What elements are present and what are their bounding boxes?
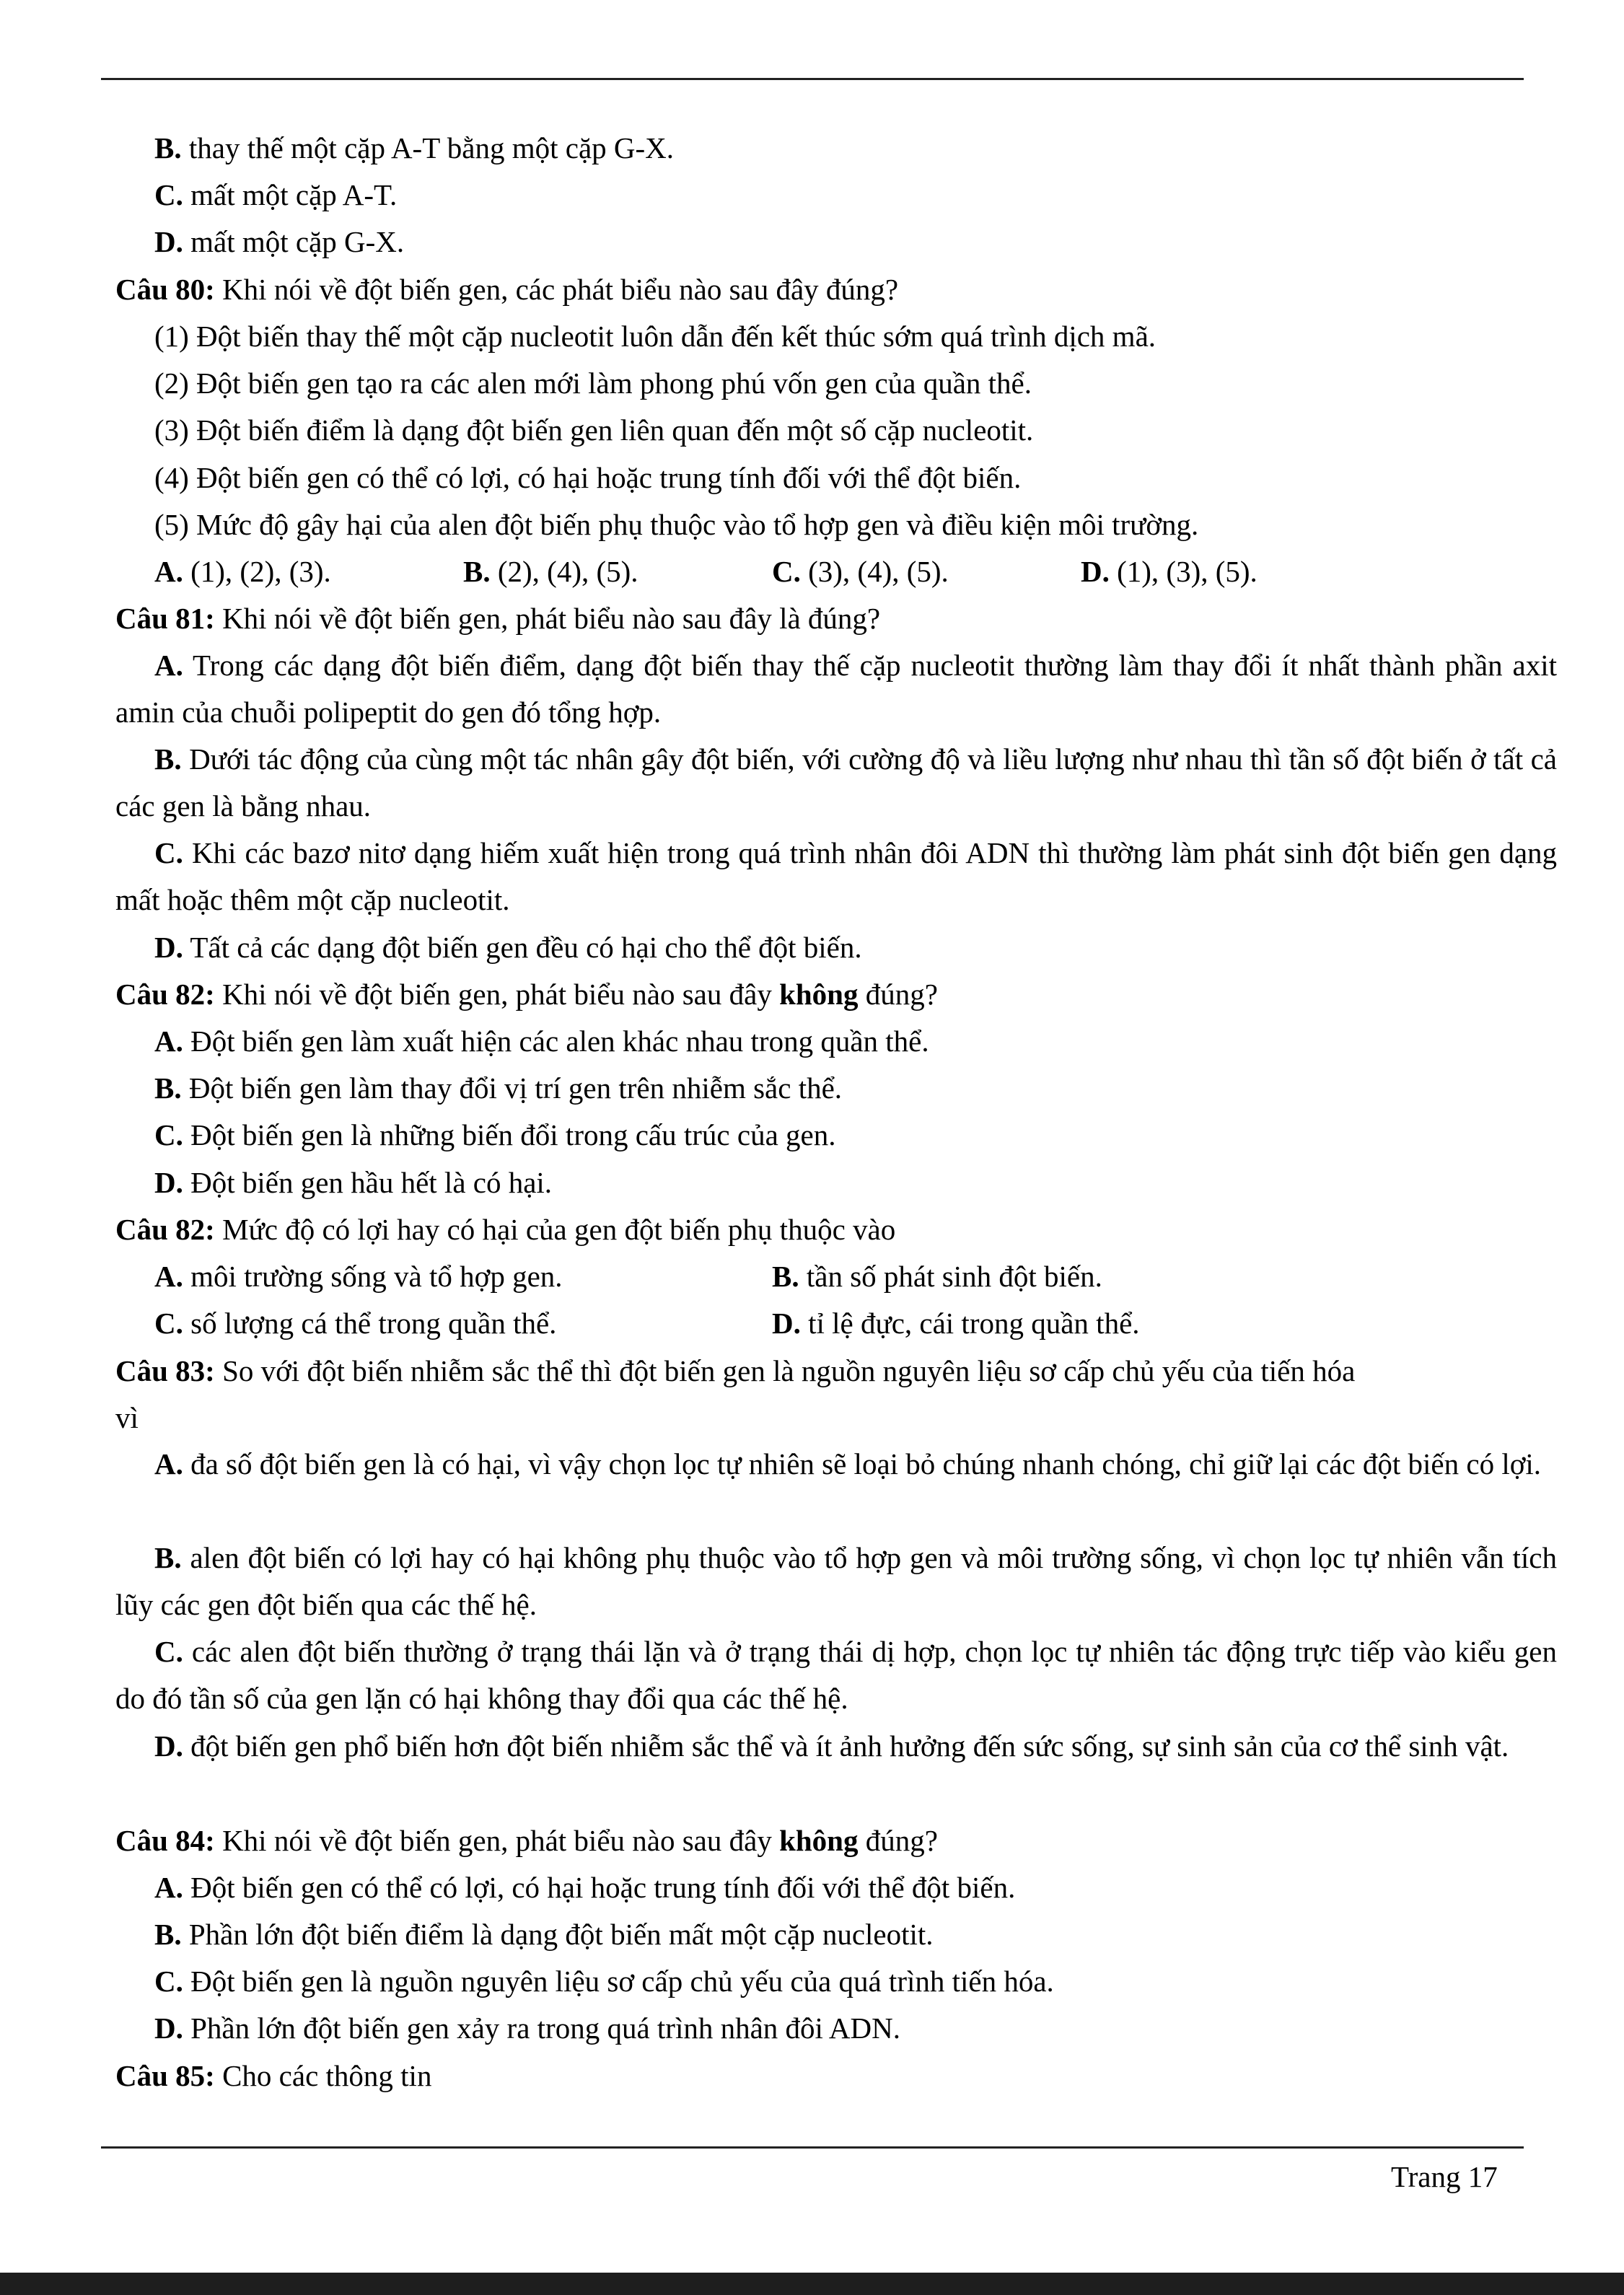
q80-option-b: B. (2), (4), (5). (463, 555, 638, 588)
q80-statement-4: (4) Đột biến gen có thể có lợi, có hại hoặc trung tính đối với thể đột biến. (154, 461, 1022, 494)
question-80: Câu 80: Khi nói về đột biến gen, các phát biểu nào sau đây đúng? (115, 273, 899, 306)
bottom-edge-band (0, 2273, 1624, 2295)
question-82-b: Câu 82: Mức độ có lợi hay có hại của gen đột biến phụ thuộc vào (115, 1213, 896, 1246)
footer-rule (101, 2146, 1524, 2149)
q80-option-a: A. (1), (2), (3). (154, 555, 331, 588)
prev-option-d: D. mất một cặp G-X. (154, 225, 405, 258)
q84-option-a: A. Đột biến gen có thể có lợi, có hại hoặc trung tính đối với thể đột biến. (154, 1871, 1016, 1904)
q82a-option-d: D. Đột biến gen hầu hết là có hại. (154, 1166, 553, 1199)
q80-statement-3: (3) Đột biến điểm là dạng đột biến gen liên quan đến một số cặp nucleotit. (154, 413, 1034, 447)
q80-statement-2: (2) Đột biến gen tạo ra các alen mới làm phong phú vốn gen của quần thể. (154, 367, 1032, 400)
page-number: Trang 17 (1391, 2160, 1498, 2193)
q83-option-d: D. đột biến gen phổ biến hơn đột biến nhiễm sắc thể và ít ảnh hưởng đến sức sống, sự sinh sản của cơ thể sinh vật. (154, 1729, 1509, 1763)
q84-option-b: B. Phần lớn đột biến điểm là dạng đột biến mất một cặp nucleotit. (154, 1918, 934, 1951)
question-84: Câu 84: Khi nói về đột biến gen, phát biểu nào sau đây không đúng? (115, 1824, 938, 1857)
q82b-option-c: C. số lượng cá thể trong quần thể. (154, 1307, 557, 1340)
prev-option-c: C. mất một cặp A-T. (154, 178, 398, 211)
q82a-option-c: C. Đột biến gen là những biến đổi trong cấu trúc của gen. (154, 1118, 836, 1151)
q80-statement-1: (1) Đột biến thay thế một cặp nucleotit luôn dẫn đến kết thúc sớm quá trình dịch mã. (154, 320, 1156, 353)
q81-option-d: D. Tất cả các dạng đột biến gen đều có hại cho thể đột biến. (154, 931, 862, 964)
q80-statement-5: (5) Mức độ gây hại của alen đột biến phụ thuộc vào tổ hợp gen và điều kiện môi trường. (154, 508, 1199, 541)
prev-option-b: B. thay thế một cặp A-T bằng một cặp G-X. (154, 131, 675, 164)
q82b-option-a: A. môi trường sống và tổ hợp gen. (154, 1260, 563, 1293)
q80-option-d: D. (1), (3), (5). (1081, 555, 1257, 588)
q83-option-b: B. alen đột biến có lợi hay có hại không phụ thuộc vào tổ hợp gen và môi trường sống, vì chọn lọc tự nhiên vẫn tích lũy các gen đột biến qua các thế hệ. (115, 1541, 1557, 1621)
question-85: Câu 85: Cho các thông tin (115, 2059, 432, 2092)
q83-option-c: C. các alen đột biến thường ở trạng thái lặn và ở trạng thái dị hợp, chọn lọc tự nhiên tác động trực tiếp vào kiểu gen do đó tần số của gen lặn có hại không thay đổi qua các thế hệ. (115, 1635, 1558, 1715)
q83-option-a: A. đa số đột biến gen là có hại, vì vậy chọn lọc tự nhiên sẽ loại bỏ chúng nhanh chóng, chỉ giữ lại các đột biến có lợi. (154, 1447, 1542, 1480)
q81-option-b: B. Dưới tác động của cùng một tác nhân gây đột biến, với cường độ và liều lượng như nhau thì tần số đột biến ở tất cả các gen là bằng nhau. (115, 742, 1558, 822)
question-83-continued: vì (115, 1401, 139, 1434)
q82b-option-b: B. tần số phát sinh đột biến. (772, 1260, 1102, 1293)
q84-option-c: C. Đột biến gen là nguồn nguyên liệu sơ cấp chủ yếu của quá trình tiến hóa. (154, 1965, 1054, 1998)
q84-option-d: D. Phần lớn đột biến gen xảy ra trong quá trình nhân đôi ADN. (154, 2011, 900, 2045)
q82a-option-b: B. Đột biến gen làm thay đổi vị trí gen trên nhiễm sắc thể. (154, 1071, 843, 1105)
q81-option-c: C. Khi các bazơ nitơ dạng hiếm xuất hiện trong quá trình nhân đôi ADN thì thường làm phát sinh đột biến gen dạng mất hoặc thêm một cặp nucleotit. (115, 836, 1558, 916)
question-81: Câu 81: Khi nói về đột biến gen, phát biểu nào sau đây là đúng? (115, 602, 881, 635)
q82b-option-d: D. tỉ lệ đực, cái trong quần thể. (772, 1307, 1140, 1340)
header-rule (101, 78, 1524, 80)
q82a-option-a: A. Đột biến gen làm xuất hiện các alen khác nhau trong quần thể. (154, 1024, 929, 1058)
question-82-a: Câu 82: Khi nói về đột biến gen, phát biểu nào sau đây không đúng? (115, 978, 938, 1011)
q80-option-c: C. (3), (4), (5). (772, 555, 949, 588)
question-83: Câu 83: So với đột biến nhiễm sắc thể thì đột biến gen là nguồn nguyên liệu sơ cấp chủ yếu của tiến hóa (115, 1354, 1356, 1387)
q81-option-a: A. Trong các dạng đột biến điểm, dạng đột biến thay thế cặp nucleotit thường làm thay đổi ít nhất thành phần axit amin của chuỗi polipeptit do gen đó tổng hợp. (115, 649, 1557, 729)
